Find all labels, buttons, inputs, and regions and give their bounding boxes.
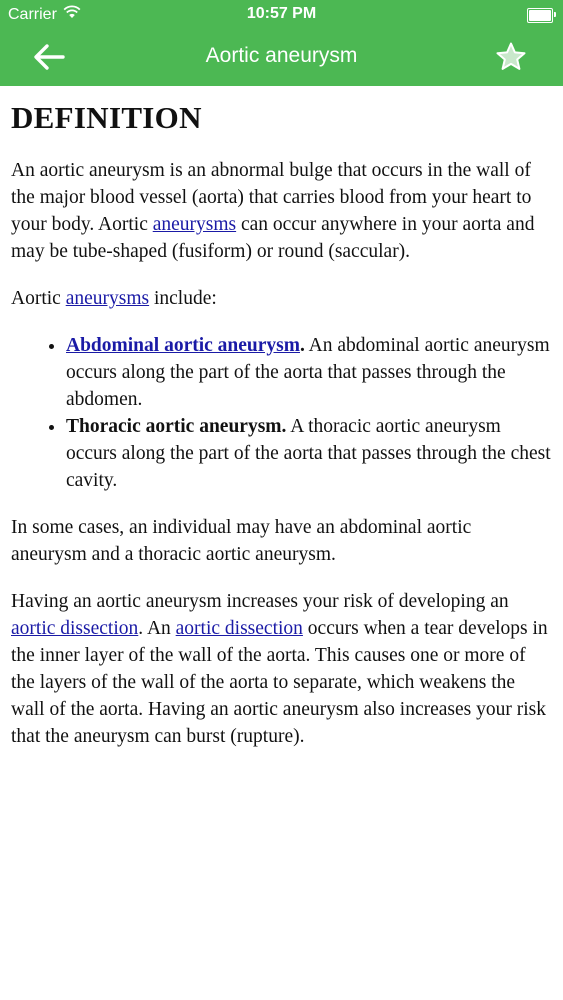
- header-bar: [0, 0, 563, 86]
- status-time: 10:57 PM: [246, 5, 317, 22]
- battery-icon: [527, 8, 553, 23]
- risk-paragraph: Having an aortic aneurysm increases your risk of developing an aortic dissection. An aortic dissection occurs when a tear develops in the inner layer of the wall of the aorta. This causes one or more of the layers of the wall of the aorta to separate, which weakens the wall of the aorta. Having an aortic aneurysm also increases your risk that the aneurysm can burst (rupture).: [11, 591, 548, 747]
- carrier-label: Carrier: [8, 5, 57, 23]
- abdominal-aortic-aneurysm-link[interactable]: Abdominal aortic aneurysm: [66, 335, 300, 356]
- both-types-paragraph: In some cases, an individual may have an abdominal aortic aneurysm and a thoracic aortic aneurysm.: [11, 517, 472, 565]
- aneurysms-link[interactable]: aneurysms: [65, 288, 150, 309]
- aneurysms-link[interactable]: aneurysms: [152, 214, 237, 235]
- include-paragraph: Aortic aneurysms include:: [11, 288, 217, 309]
- star-icon: [495, 41, 527, 73]
- aneurysm-types-list: [11, 332, 551, 494]
- thoracic-term: Thoracic aortic aneurysm.: [66, 416, 287, 437]
- article-content: [0, 100, 563, 750]
- list-item: • Abdominal aortic aneurysm. An abdominal aortic aneurysm occurs along the part of the aorta that passes through the abdomen.: [66, 332, 551, 413]
- nav-bar: [0, 28, 563, 86]
- aortic-dissection-link[interactable]: aortic dissection: [11, 618, 139, 639]
- arrow-left-icon: [33, 43, 65, 71]
- back-button[interactable]: [30, 39, 68, 75]
- battery-level: [529, 10, 551, 21]
- list-item: • Thoracic aortic aneurysm. A thoracic aortic aneurysm occurs along the part of the aorta that passes through the chest cavity.: [66, 413, 551, 494]
- aortic-dissection-link[interactable]: aortic dissection: [175, 618, 303, 639]
- page-title: Aortic aneurysm: [205, 44, 358, 67]
- section-heading: DEFINITION: [11, 100, 202, 135]
- status-bar: [0, 0, 563, 28]
- definition-paragraph: An aortic aneurysm is an abnormal bulge that occurs in the wall of the major blood vessel (aorta) that carries blood from your heart to your body. Aortic aneurysms can occur anywhere in your aorta and may be tube-shaped (fusiform) or round (saccular).: [11, 160, 535, 262]
- favorite-button[interactable]: [493, 39, 529, 75]
